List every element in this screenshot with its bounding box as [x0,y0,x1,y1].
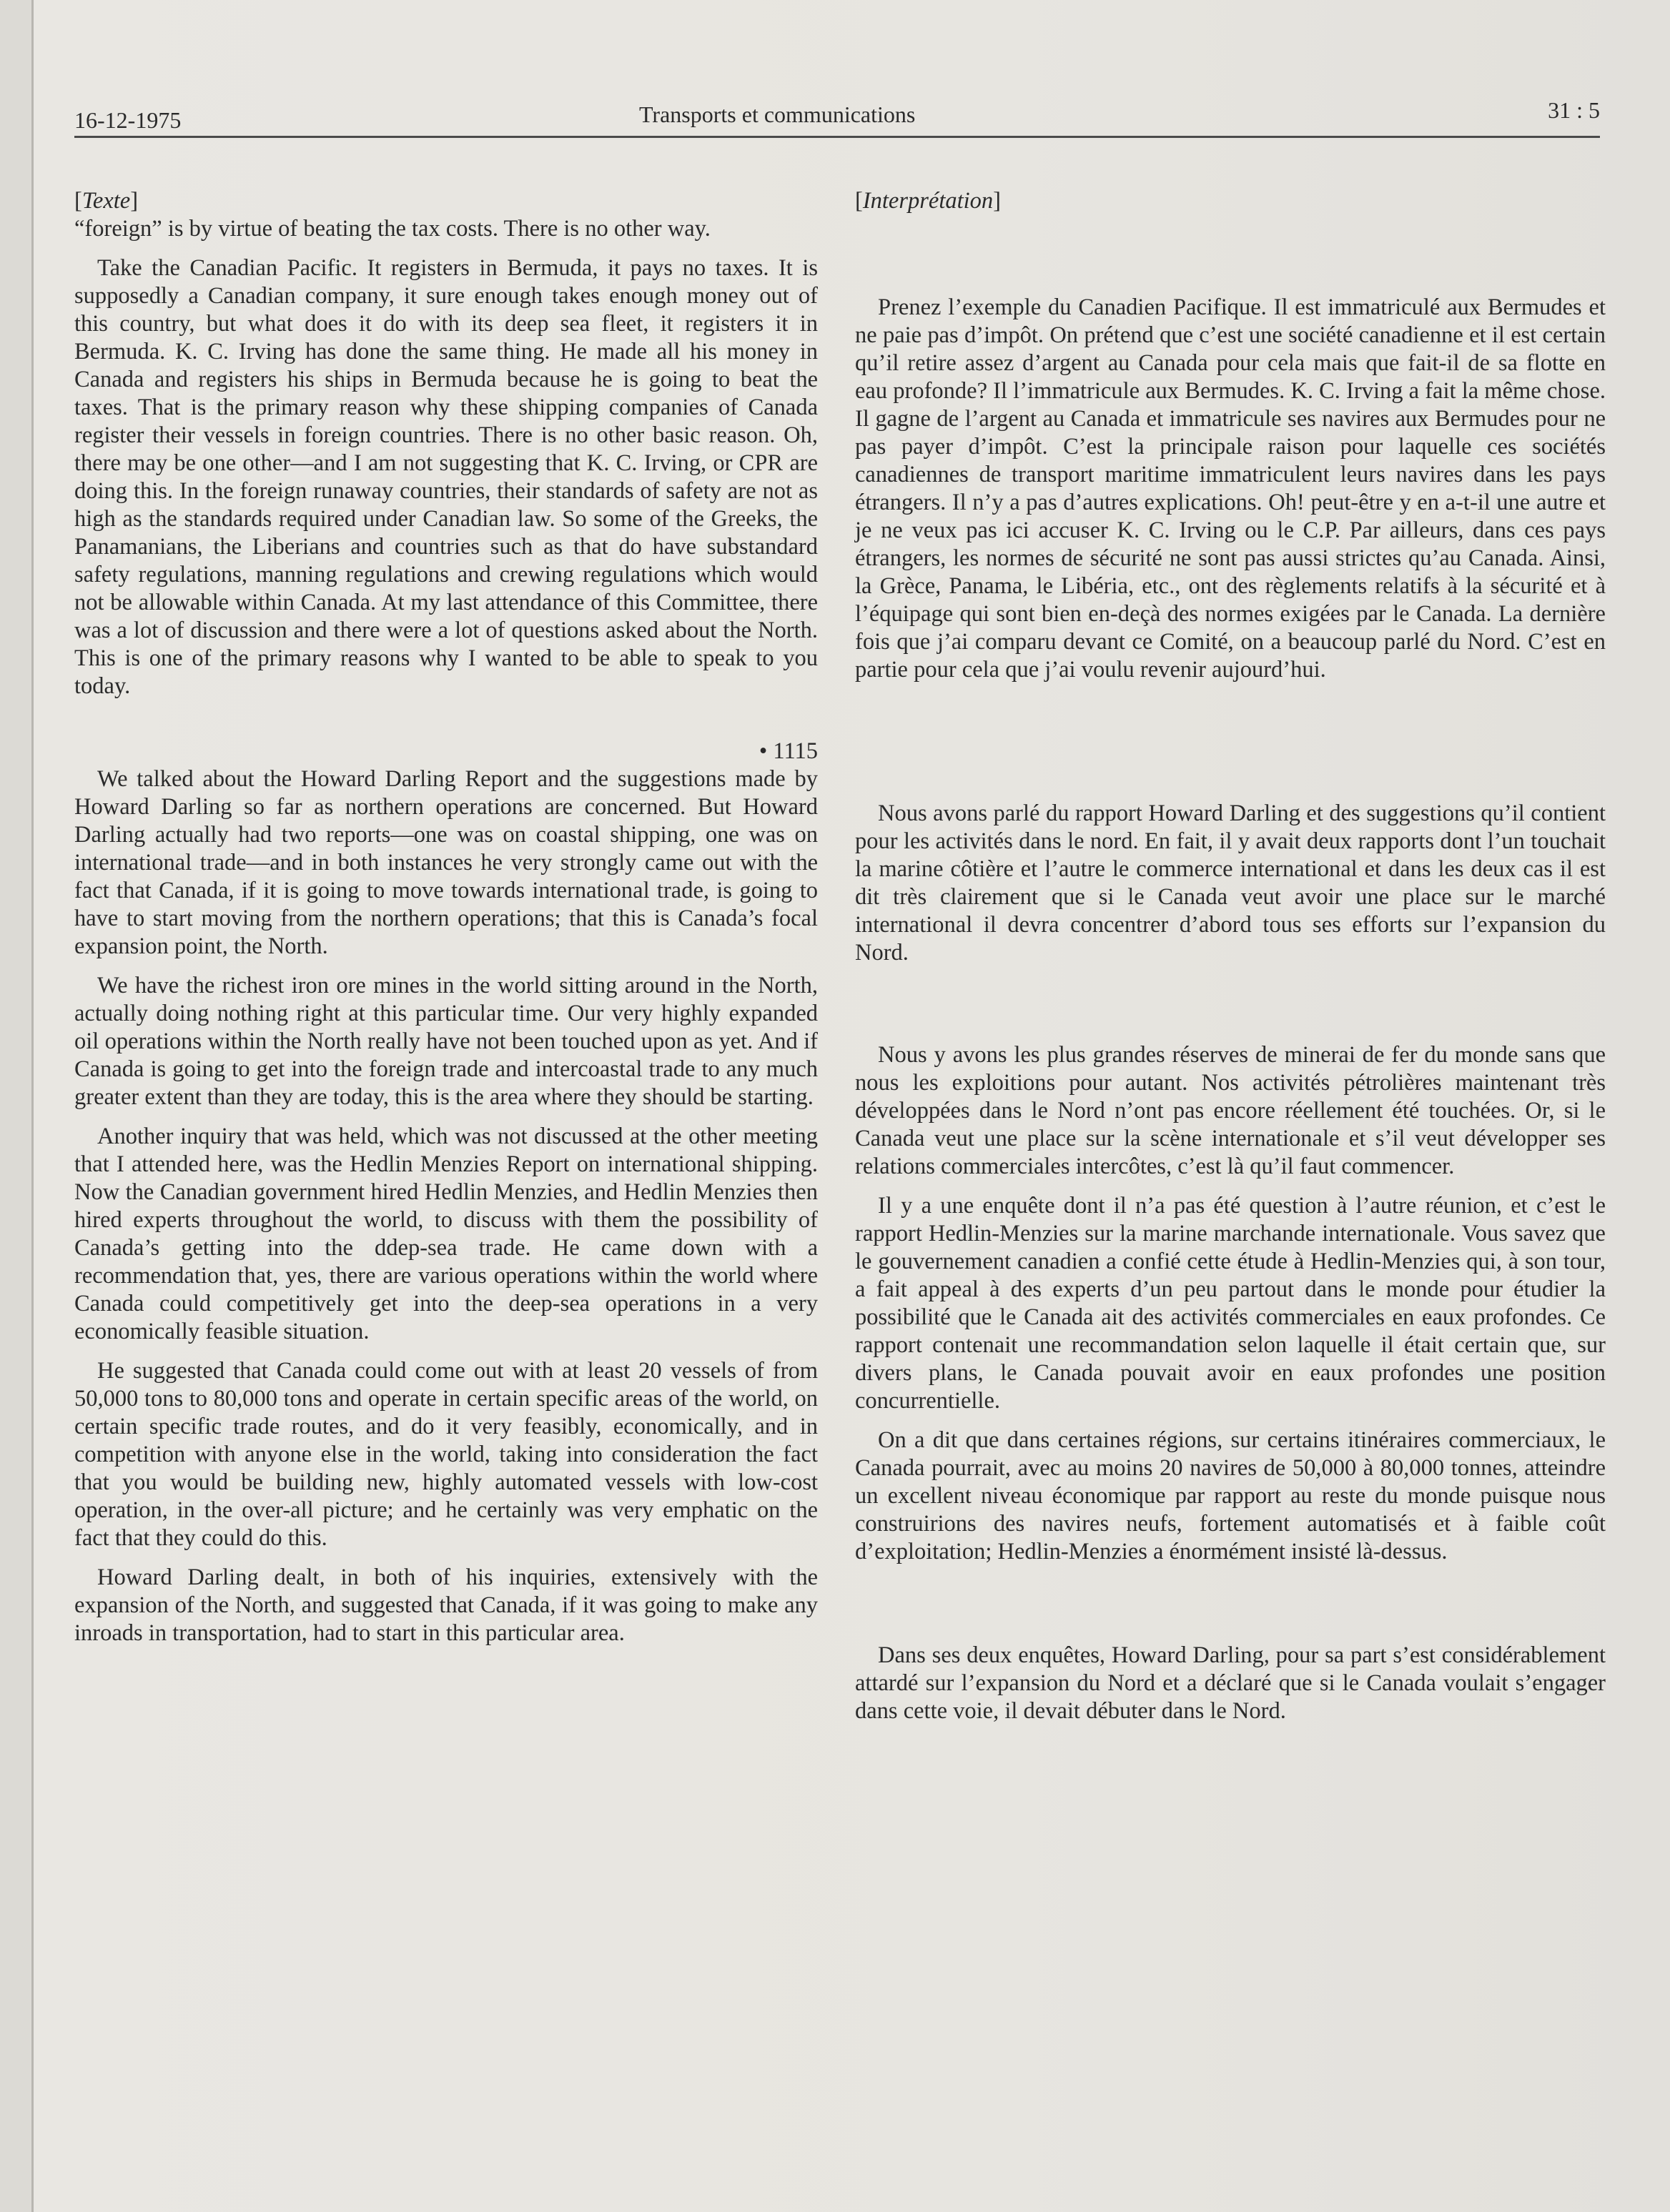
paragraph: “foreign” is by virtue of beating the tax costs. There is no other way. [74,216,711,242]
binding-edge [0,0,34,2212]
timestamp: • 1115 [759,738,818,764]
paragraph: On a dit que dans certaines régions, sur certains itinéraires commerciaux, le Canada pourrait, avec au moins 20 navires de 50,000 à 80,000 tonnes, atteindre un excellent niveau économique par rapport au reste du monde puisque nous construirions des navires neufs, fortement automatisés et à faible coût d’exploitation; Hedlin-Menzies a énormément insisté là-dessus. [855,1427,1606,1564]
french-column [855,187,1606,1725]
paragraph: Nous avons parlé du rapport Howard Darling et des suggestions qu’il contient pour les activités dans le nord. En fait, il y avait deux rapports dont l’un touchait la marine côtière et l’autre le commerce international et dans les deux cas il est dit très clairement que si le Canada veut avoir une place sur le marché international il devra concentrer d’abord tous ses efforts sur l’expansion du Nord. [855,800,1606,966]
paragraph: Howard Darling dealt, in both of his inquiries, extensively with the expansion of the North, and suggested that Canada, if it was going to make any inroads in transportation, had to start in this particular area. [74,1564,818,1646]
text-label: [Texte] [74,188,139,214]
paragraph: He suggested that Canada could come out with at least 20 vessels of from 50,000 tons to 80,000 tons and operate in certain specific areas of the world, on certain specific trade routes, and do it very feasibly, economically, and in competition with anyone else in the world, taking into consideration the fact that you would be building new, highly automated vessels with low-cost operation, in the over-all picture; and he certainly was very emphatic on the fact that they could do this. [74,1358,818,1551]
interpretation-label: [Interprétation] [855,188,1001,214]
text-label-word: Texte [81,188,131,214]
interpretation-label-word: Interprétation [862,188,994,214]
page-header [74,99,1600,138]
paragraph: Il y a une enquête dont il n’a pas été question à l’autre réunion, et c’est le rapport Hedlin-Menzies sur la marine marchande internationale. Vous savez que le gouvernement canadien a confié cette étude à Hedlin-Menzies qui, à son tour, a fait appeal à des experts d’un peu partout dans le monde pour étudier la possibilité que le Canada ait des activités commerciales en eaux profondes. Ce rapport contenait une recommandation selon laquelle il était certain que, sur divers plans, le Canada pouvait avoir en eaux profondes une position concurrentielle. [855,1193,1606,1414]
header-title: Transports et communications [639,101,916,127]
english-column [74,187,818,1647]
paragraph: Take the Canadian Pacific. It registers in Bermuda, it pays no taxes. It is supposedly a Canadian company, it sure enough takes enough money out of this country, but what does it do with its deep sea fleet, it registers it in Bermuda. K. C. Irving has done the same thing. He made all his money in Canada and registers his ships in Bermuda because he is going to beat the taxes. That is the primary reason why these shipping companies of Canada register their vessels in foreign countries. There is no other basic reason. Oh, there may be one other—and I am not suggesting that K. C. Irving, or CPR are doing this. In the foreign runaway countries, their standards of safety are not as high as the standards required under Canadian law. So some of the Greeks, the Panamanians, the Liberians and countries such as that do have substandard safety regulations, manning regulations and crewing regulations which would not be allowable within Canada. At my last attendance of this Committee, there was a lot of discussion and there were a lot of questions asked about the North. This is one of the primary reasons why I wanted to be able to speak to you today. [74,255,818,699]
paragraph: We have the richest iron ore mines in the world sitting around in the North, actually doing nothing right at this particular time. Our very highly expanded oil operations within the North really have not been touched upon as yet. And if Canada is going to get into the foreign trade and intercoastal trade to any much greater extent than they are today, this is the area where they should be starting. [74,973,818,1110]
paragraph: Another inquiry that was held, which was not discussed at the other meeting that I attended here, was the Hedlin Menzies Report on international shipping. Now the Canadian government hired Hedlin Menzies, and Hedlin Menzies then hired experts throughout the world, to discuss with them the possibility of Canada’s getting into the ddep-sea trade. He came down with a recommendation that, yes, there are various operations within the world where Canada could competitively get into the deep-sea operations in a very economically feasible situation. [74,1124,818,1344]
paragraph: We talked about the Howard Darling Report and the suggestions made by Howard Darling so far as northern operations are concerned. But Howard Darling actually had two reports—one was on coastal shipping, one was on international trade—and in both instances he very strongly came out with the fact that Canada, if it is going to move towards international trade, is going to have to start moving from the northern operations; that this is Canada’s focal expansion point, the North. [74,766,818,959]
header-page-number: 31 : 5 [1548,97,1600,123]
paragraph: Dans ses deux enquêtes, Howard Darling, pour sa part s’est considérablement attardé sur l’expansion du Nord et a déclaré que si le Canada voulait s’engager dans cette voie, il devait débuter dans le Nord. [855,1642,1606,1724]
paragraph: Prenez l’exemple du Canadien Pacifique. Il est immatriculé aux Bermudes et ne paie pas d’impôt. On prétend que c’est une société canadienne et il est certain qu’il retire assez d’argent au Canada pour cela mais que fait-il de sa flotte en eau profonde? Il l’immatricule aux Bermudes. K. C. Irving a fait la même chose. Il gagne de l’argent au Canada et immatricule ses navires aux Bermudes pour ne pas payer d’impôt. C’est la principale raison pour laquelle ces sociétés canadiennes de transport maritime immatriculent leurs navires dans les pays étrangers. Il n’y a pas d’autres explications. Oh! peut-être y en a-t-il une autre et je ne veux pas ici accuser K. C. Irving ou le C.P. Par ailleurs, dans ces pays étrangers, les normes de sécurité ne sont pas aussi strictes qu’au Canada. Ainsi, la Grèce, Panama, le Libéria, etc., ont des règlements relatifs à la sécurité et à l’équipage qui sont bien en-deçà des normes exigées par le Canada. La dernière fois que j’ai comparu devant ce Comité, on a beaucoup parlé du Nord. C’est en partie pour cela que j’ai voulu revenir aujourd’hui. [855,294,1606,683]
paragraph: Nous y avons les plus grandes réserves de minerai de fer du monde sans que nous les exploitions pour autant. Nos activités pétrolières maintenant très développées dans le Nord n’ont pas encore réellement été touchées. Or, si le Canada veut une place sur la scène internationale et s’il veut développer ses relations commerciales intercôtes, c’est là qu’il faut commencer. [855,1042,1606,1179]
header-date: 16-12-1975 [74,107,182,133]
